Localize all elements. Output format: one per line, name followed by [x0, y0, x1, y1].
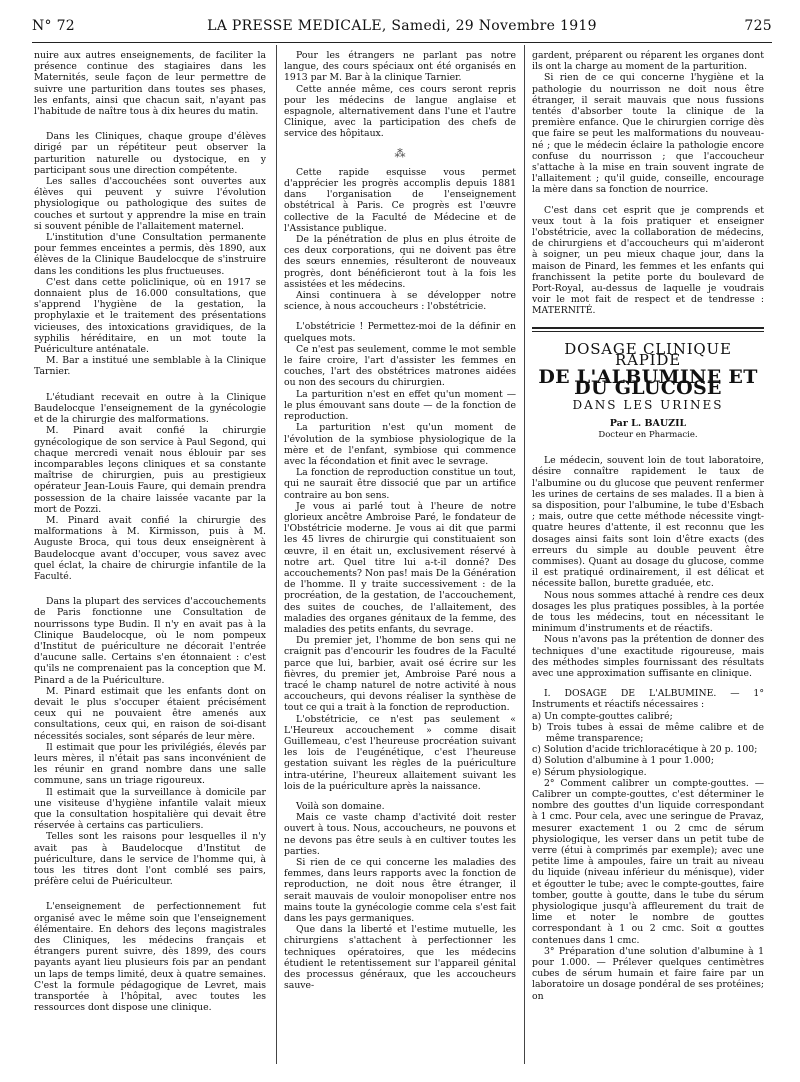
paragraph: C'est dans cet esprit que je comprends et veux tout à la fois pratiquer et enseigner l'obstétricie, avec la collaboration de médecins, de chirurgiens et d'accoucheurs qui m'aideront à soigner, un peu mieux chaque jour, dans la maison de Pinard, les femmes et les enfants qui franchissent la petite porte du boulevard de Port-Royal, au-dessus de laquelle je voudrais voir le mot fait de respect et de tendresse : MATERNITÉ. [532, 204, 764, 317]
paragraph: Ainsi continuera à se développer notre science, à nous accoucheurs : l'obstétricie. [284, 290, 516, 313]
paragraph: Le médecin, souvent loin de tout laboratoire, désire connaître rapidement le taux de l'albumine ou du glucose que peuvent renfermer les urines de certains de ses malades. Il a bien à sa disposition, pour l'albumine, le tube d'Esbach ; mais, outre que cette méthode nécessite vingt-quatre heures d'attente, il est reconnu que les dosages ainsi faits sont loin d'être exacts (des erreurs du simple au double peuvent être commises). Quant au dosage du glucose, comme il est pratiqué ordinairement, il est délicat et nécessite ballon, burette graduée, etc. [532, 455, 764, 590]
paragraph: M. Pinard avait confié la chirurgie gynécologique de son service à Paul Segond, qui chaque mercredi venait nous éblouir par ses incomparables leçons cliniques et sa constante maîtrise de chirurgien, puis au prestigieux opérateur Jean-Louis Faure, qui demain prendra possession de la chaire laissée vacante par la mort de Pozzi. [34, 425, 266, 515]
list-item: d) Solution d'albumine à 1 pour 1.000; [532, 755, 714, 767]
paragraph: Je vous ai parlé tout à l'heure de notre glorieux ancêtre Ambroise Paré, le fondateur de l'Obstétricie moderne. Je vous ai dit que parmi les 45 livres de chirurgie qui constituaient son œuvre, il en était un, exclusivement réservé à notre art. Quel titre lui a-t-il donné? Des accouchements? Non pas! mais De la Génération de l'homme. Il y traite successivement : de la procréation, de la gestation, de l'accouchement, des suites de couches, de l'allaitement, des maladies des organes génitaux de la femme, des maladies des petits enfants, du sevrage. [284, 500, 516, 635]
section-heading: I. DOSAGE DE L'ALBUMINE. — 1° Instruments et réactifs nécessaires : [532, 688, 764, 711]
paragraph: 3° Préparation d'une solution d'albumine à 1 pour 1.000. — Prélever quelques centimètres cubes de sérum humain et faire faire par un laboratoire un dosage pondéral de ses protéines; on [532, 945, 764, 1002]
list-item: e) Sérum physiologique. [532, 766, 647, 778]
author-description: Docteur en Pharmacie. [598, 429, 698, 440]
paragraph: De la pénétration de plus en plus étroite de ces deux corporations, qui ne doivent pas être des sœurs ennemies, résulteront de nouveaux progrès, dont bénéficieront tout à la fois les assistées et les médecins. [284, 234, 516, 290]
paragraph: 2° Comment calibrer un compte-gouttes. — Calibrer un compte-gouttes, c'est déterminer le nombre des gouttes d'un liquide correspondant à 1 cmc. Pour cela, avec une seringue de Pravaz, mesurer exactement 1 ou 2 cmc de sérum physiologique, les verser dans un petit tube de verre (étui à comprimés par exemple); avec une petite lime à ampoules, faire un trait au niveau du liquide (niveau inférieur du ménisque), vider et égoutter le tube; avec le compte-gouttes, faire tomber, goutte à goutte, dans le tube du sérum physiologique jusqu'à affleurement du trait de lime et noter le nombre de gouttes correspondant à 1 ou 2 cmc. Soit α gouttes contenues dans 1 cmc. [532, 777, 764, 946]
column-divider [276, 45, 277, 1064]
paragraph: Cette année même, ces cours seront repris pour les médecins de langue anglaise et espagnole, alternativement dans l'une et l'autre Clinique, avec la participation des chefs de service des hôpitaux. [284, 83, 516, 140]
column-divider [524, 45, 525, 1064]
paragraph: Il estimait que pour les privilégiés, élevés par leurs mères, il n'était pas sans inconvénient de les réunir en grand nombre dans une salle commune, sans un triage rigoureux. [34, 741, 266, 787]
article-title-line-2: DE L'ALBUMINE ET DU GLUCOSE [538, 366, 758, 400]
column-3 [532, 50, 764, 1002]
paragraph: Du premier jet, l'homme de bon sens qui ne craignit pas d'encourir les foudres de la Faculté parce que lui, barbier, avait osé écrire sur les fièvres, du premier jet, Ambroise Paré nous a tracé le champ naturel de notre activité à nous accoucheurs, qui devons réaliser la synthèse de tout ce qui a trait à la fonction de reproduction. [284, 635, 516, 714]
paragraph: L'obstétricie ! Permettez-moi de la définir en quelques mots. [284, 321, 516, 344]
paragraph: Si rien de ce qui concerne les maladies des femmes, dans leurs rapports avec la fonction de reproduction, ne doit nous être étranger, il serait mauvais de vouloir monopoliser entre nos mains toute la gynécologie comme cela s'est fait dans les pays germaniques. [284, 857, 516, 925]
paragraph: Voilà son domaine. [296, 801, 385, 812]
section-asterism: ⁂ [394, 146, 406, 160]
paragraph: nuire aux autres enseignements, de faciliter la présence continue des stagiaires dans les Maternités, seule façon de leur permettre de suivre une parturition dans toutes ses phases, les enfants, ainsi que chacun sait, n'ayant pas l'habitude de naître tous à dix heures du matin. [34, 50, 266, 118]
issue-number: N° 72 [32, 18, 76, 34]
paragraph: Nous nous sommes attaché à rendre ces deux dosages les plus pratiques possibles, à la portée de tous les médecins, tout en nécessitant le minimum d'instruments et de réactifs. [532, 589, 764, 635]
list-item: b) Trois tubes à essai de même calibre et de même transparence; [532, 721, 764, 744]
paragraph: L'obstétricie, ce n'est pas seulement « L'Heureux accouchement » comme disait Guillemeau, c'est l'heureuse procréation suivant les lois de l'eugénétique, c'est l'heureuse gestation suivant les règles de la puériculture intra-utérine, l'heureux allaitement suivant les lois de la puériculture après la naissance. [284, 713, 516, 792]
paragraph: M. Pinard avait confié la chirurgie des malformations à M. Kirmisson, puis à M. Auguste Broca, qui tous deux enseignèrent à Baudelocque avant d'occuper, vous savez avec quel éclat, la chaire de chirurgie infantile de la Faculté. [34, 514, 266, 582]
paragraph: Mais ce vaste champ d'activité doit rester ouvert à tous. Nous, accoucheurs, ne pouvons et ne devons pas être seuls à en cultiver toutes les parties. [284, 812, 516, 857]
paragraph: La parturition n'est en effet qu'un moment — le plus émouvant sans doute — de la fonction de reproduction. [284, 388, 516, 423]
column-1 [34, 50, 266, 1013]
paragraph: La fonction de reproduction constitue un tout, qui ne saurait être dissocié que par un artifice contraire au bon sens. [284, 467, 516, 501]
article-title-line-1: DOSAGE CLINIQUE RAPIDE [564, 339, 732, 369]
header-rule [32, 42, 772, 43]
paragraph: Dans la plupart des services d'accouchements de Paris fonctionne une Consultation de nourrissons type Budin. Il n'y en avait pas à la Clinique Baudelocque, où le nom pompeux d'Institut de puériculture ne décorait l'entrée d'aucune salle. Certains s'en étonnaient : c'est qu'ils ne comprenaient pas la conception que M. Pinard a de la Puériculture. [34, 596, 266, 686]
paragraph: L'institution d'une Consultation permanente pour femmes enceintes a permis, dès 1890, aux élèves de la Clinique Baudelocque de s'instruire dans les conditions les plus fructueuses. [34, 232, 266, 277]
paragraph: Nous n'avons pas la prétention de donner des techniques d'une exactitude rigoureuse, mais des méthodes simples fournissant des résultats avec une approximation suffisante en clinique. [532, 634, 764, 679]
article-title-line-3: DANS LES URINES [572, 398, 724, 413]
paragraph: C'est dans cette policlinique, où en 1917 se donnaient plus de 16.000 consultations, que s'apprend l'hygiène de la gestation, la prophylaxie et le traitement des présentations vicieuses, des intoxications gravidiques, de la syphilis héréditaire, en un mot toute la Puériculture anténatale. [34, 276, 266, 356]
paragraph: Cette rapide esquisse vous permet d'apprécier les progrès accomplis depuis 1881 dans l'organisation de l'enseignement obstétrical à Paris. Ce progrès est l'œuvre collective de la Faculté de Médecine et de l'Assistance publique. [284, 166, 516, 234]
article-author: Par L. BAUZIL [609, 417, 687, 429]
paragraph: Dans les Cliniques, chaque groupe d'élèves dirigé par un répétiteur peut observer la parturition naturelle ou dystocique, en y participant sous une direction compétente. [34, 131, 266, 176]
paragraph: gardent, préparent ou réparent les organes dont ils ont la charge au moment de la parturition. [532, 50, 764, 73]
paragraph: La parturition n'est qu'un moment de l'évolution de la symbiose physiologique de la mère et de l'enfant, symbiose qui commence avec la fécondation et finit avec le sevrage. [284, 422, 516, 467]
paragraph: Pour les étrangers ne parlant pas notre langue, des cours spéciaux ont été organisés en 1913 par M. Bar à la clinique Tarnier. [284, 50, 516, 84]
paragraph: M. Bar a institué une semblable à la Clinique Tarnier. [34, 355, 266, 378]
paragraph: Ce n'est pas seulement, comme le mot semble le faire croire, l'art d'assister les femmes en couches, l'art des obstétrices matrones aidées ou non des secours du chirurgien. [284, 343, 516, 389]
paragraph: Si rien de ce qui concerne l'hygiène et la pathologie du nourrisson ne doit nous être étranger, il serait mauvais que nous fussions tentés d'absorber toute la clinique de la première enfance. Que le chirurgien corrige dès que faire se peut les malformations du nouveau-né ; que le médecin éclaire la pathologie encore confuse du nourrisson ; que l'accoucheur s'attache à la mise en train souvent ingrate de l'allaitement ; qu'il guide, conseille, encourage la mère dans sa fonction de nourrice. [532, 72, 764, 196]
paragraph: L'étudiant recevait en outre à la Clinique Baudelocque l'enseignement de la gynécologie et de la chirurgie des malformations. [34, 391, 266, 426]
article-rule [532, 327, 764, 329]
list-item: a) Un compte-gouttes calibré; [532, 710, 673, 722]
column-2 [284, 50, 516, 991]
page-number: 725 [744, 18, 772, 34]
paragraph: Telles sont les raisons pour lesquelles il n'y avait pas à Baudelocque d'Institut de puériculture, dans le service de l'homme qui, à tous les titres dont l'ont comblé ses pairs, préfère celui de Puériculteur. [34, 831, 266, 888]
journal-title-date: LA PRESSE MEDICALE, Samedi, 29 Novembre 1919 [207, 18, 597, 34]
article-rule [532, 331, 764, 332]
paragraph: Il estimait que la surveillance à domicile par une visiteuse d'hygiène infantile valait mieux que la consultation hospitalière qui devait être réservée à certains cas particuliers. [34, 786, 266, 832]
list-item: c) Solution d'acide trichloracétique à 20 p. 100; [532, 744, 758, 756]
page-header [32, 18, 772, 38]
paragraph: M. Pinard estimait que les enfants dont on devait le plus s'occuper étaient précisément ceux qui ne pouvaient être amenés aux consultations, ceux qui, en raison de soi-disant nécessités sociales, sont séparés de leur mère. [34, 685, 266, 742]
paragraph: Que dans la liberté et l'estime mutuelle, les chirurgiens s'attachent à perfectionner les techniques opératoires, que les médecins étudient le retentissement sur l'appareil génital des processus généraux, que les accoucheurs sauve- [284, 924, 516, 992]
paragraph: L'enseignement de perfectionnement fut organisé avec le même soin que l'enseignement élémentaire. En dehors des leçons magistrales des Cliniques, les médecins français et étrangers purent suivre, dès 1899, des cours payants ayant lieu plusieurs fois par an pendant un laps de temps limité, deux à quatre semaines. C'est la formule pédagogique de Levret, mais transportée à l'hôpital, avec toutes les ressources dont dispose une clinique. [34, 901, 266, 1014]
paragraph: Les salles d'accouchées sont ouvertes aux élèves qui peuvent y suivre l'évolution physiologique ou pathologique des suites de couches et surtout y apprendre la mise en train si souvent pénible de l'allaitement maternel. [34, 176, 266, 232]
